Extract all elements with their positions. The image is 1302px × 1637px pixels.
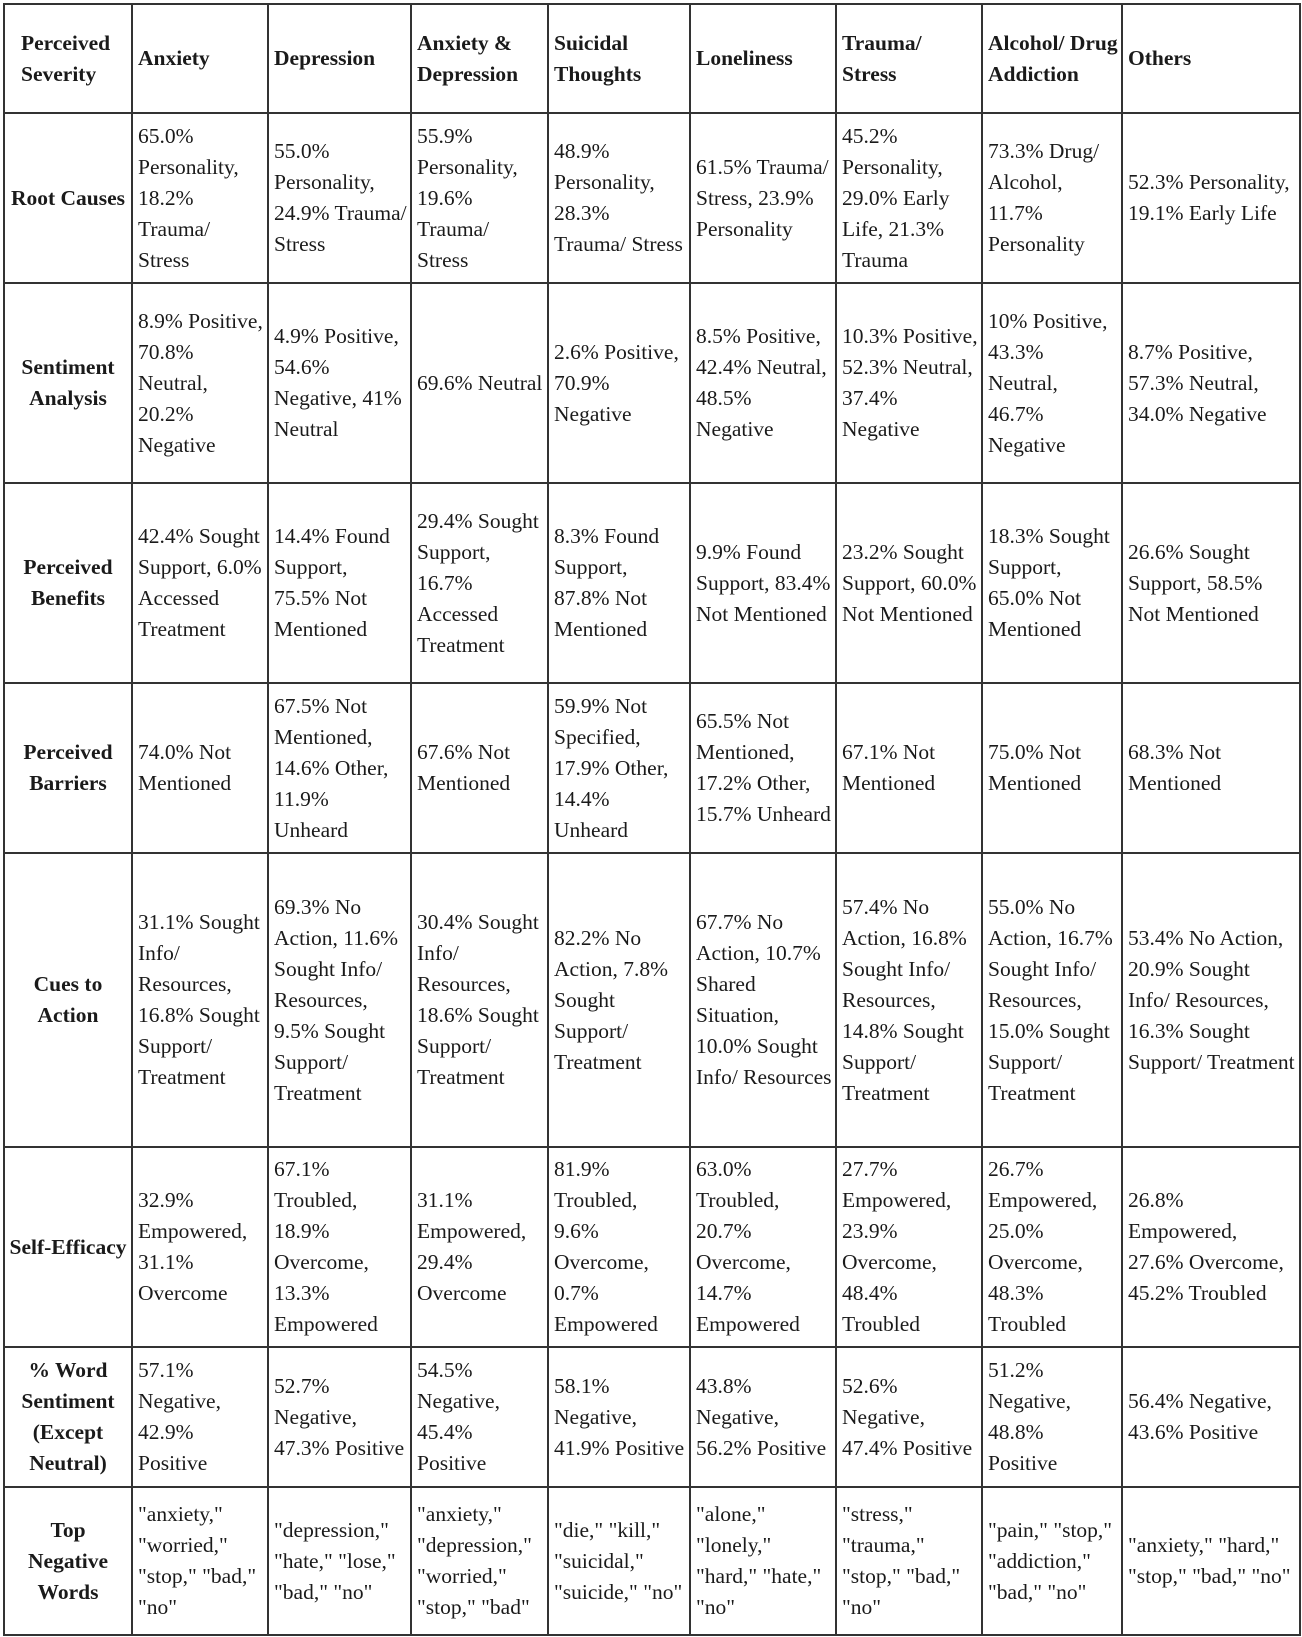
table-cell: 52.6% Negative, 47.4% Positive (836, 1347, 982, 1487)
header-suicidal-thoughts: Suicidal Thoughts (548, 4, 690, 113)
table-cell: 75.0% Not Mentioned (982, 683, 1122, 853)
table-cell: 81.9% Troubled, 9.6% Overcome, 0.7% Empowered (548, 1147, 690, 1347)
table-cell: 27.7% Empowered, 23.9% Overcome, 48.4% Troubled (836, 1147, 982, 1347)
table-cell: 55.0% No Action, 16.7% Sought Info/ Resources, 15.0% Sought Support/ Treatment (982, 853, 1122, 1147)
table-cell: 30.4% Sought Info/ Resources, 18.6% Sought Support/ Treatment (411, 853, 548, 1147)
table-row-cues-to-action (4, 853, 1300, 1147)
table-row-root-causes (4, 113, 1300, 283)
row-label-top-negative-words: Top Negative Words (4, 1487, 132, 1635)
table-cell: 4.9% Positive, 54.6% Negative, 41% Neutral (268, 283, 411, 483)
table-cell: 67.1% Not Mentioned (836, 683, 982, 853)
table-cell: 61.5% Trauma/ Stress, 23.9% Personality (690, 113, 836, 283)
table-cell: 54.5% Negative, 45.4% Positive (411, 1347, 548, 1487)
table-cell: 8.9% Positive, 70.8% Neutral, 20.2% Negative (132, 283, 268, 483)
table-cell: 67.5% Not Mentioned, 14.6% Other, 11.9% Unheard (268, 683, 411, 853)
row-label-perceived-benefits: Perceived Benefits (4, 483, 132, 683)
table-cell: 26.8% Empowered, 27.6% Overcome, 45.2% Troubled (1122, 1147, 1300, 1347)
table-cell: 55.0% Personality, 24.9% Trauma/ Stress (268, 113, 411, 283)
table-cell: 31.1% Empowered, 29.4% Overcome (411, 1147, 548, 1347)
row-label-word-sentiment: % Word Sentiment (Except Neutral) (4, 1347, 132, 1487)
table-cell: 31.1% Sought Info/ Resources, 16.8% Sought Support/ Treatment (132, 853, 268, 1147)
table-cell: 69.6% Neutral (411, 283, 548, 483)
hbm-results-table (3, 3, 1301, 1636)
table-cell: 58.1% Negative, 41.9% Positive (548, 1347, 690, 1487)
table-cell: 67.6% Not Mentioned (411, 683, 548, 853)
row-label-perceived-barriers: Perceived Barriers (4, 683, 132, 853)
table-cell: 26.6% Sought Support, 58.5% Not Mentioned (1122, 483, 1300, 683)
header-others: Others (1122, 4, 1300, 113)
table-cell: "alone," "lonely," "hard," "hate," "no" (690, 1487, 836, 1635)
table-cell: 43.8% Negative, 56.2% Positive (690, 1347, 836, 1487)
table-cell: 2.6% Positive, 70.9% Negative (548, 283, 690, 483)
table-cell: "anxiety," "hard," "stop," "bad," "no" (1122, 1487, 1300, 1635)
table-cell: "stress," "trauma," "stop," "bad," "no" (836, 1487, 982, 1635)
table-cell: 67.1% Troubled, 18.9% Overcome, 13.3% Empowered (268, 1147, 411, 1347)
table-cell: 63.0% Troubled, 20.7% Overcome, 14.7% Empowered (690, 1147, 836, 1347)
table-row-perceived-benefits (4, 483, 1300, 683)
table-cell: 68.3% Not Mentioned (1122, 683, 1300, 853)
table-cell: 65.0% Personality, 18.2% Trauma/ Stress (132, 113, 268, 283)
table-row-sentiment-analysis (4, 283, 1300, 483)
table-cell: 57.4% No Action, 16.8% Sought Info/ Resources, 14.8% Sought Support/ Treatment (836, 853, 982, 1147)
table-cell: 55.9% Personality, 19.6% Trauma/ Stress (411, 113, 548, 283)
table-cell: 53.4% No Action, 20.9% Sought Info/ Resources, 16.3% Sought Support/ Treatment (1122, 853, 1300, 1147)
row-label-cues-to-action: Cues to Action (4, 853, 132, 1147)
table-row-word-sentiment (4, 1347, 1300, 1487)
table-cell: 8.7% Positive, 57.3% Neutral, 34.0% Negative (1122, 283, 1300, 483)
header-anxiety-depression: Anxiety & Depression (411, 4, 548, 113)
header-alcohol-drug-addiction: Alcohol/ Drug Addiction (982, 4, 1122, 113)
table-cell: 32.9% Empowered, 31.1% Overcome (132, 1147, 268, 1347)
table-cell: 8.5% Positive, 42.4% Neutral, 48.5% Negative (690, 283, 836, 483)
row-label-self-efficacy: Self-Efficacy (4, 1147, 132, 1347)
table-cell: 10.3% Positive, 52.3% Neutral, 37.4% Negative (836, 283, 982, 483)
table-cell: 23.2% Sought Support, 60.0% Not Mentioned (836, 483, 982, 683)
table-cell: 52.7% Negative, 47.3% Positive (268, 1347, 411, 1487)
table-cell: 67.7% No Action, 10.7% Shared Situation, 10.0% Sought Info/ Resources (690, 853, 836, 1147)
table-cell: "anxiety," "depression," "worried," "stop," "bad" (411, 1487, 548, 1635)
table-cell: "depression," "hate," "lose," "bad," "no" (268, 1487, 411, 1635)
table-cell: 59.9% Not Specified, 17.9% Other, 14.4% Unheard (548, 683, 690, 853)
table-row-perceived-barriers (4, 683, 1300, 853)
table-cell: 26.7% Empowered, 25.0% Overcome, 48.3% Troubled (982, 1147, 1122, 1347)
table-cell: 29.4% Sought Support, 16.7% Accessed Treatment (411, 483, 548, 683)
table-cell: 8.3% Found Support, 87.8% Not Mentioned (548, 483, 690, 683)
row-label-sentiment-analysis: Sentiment Analysis (4, 283, 132, 483)
header-anxiety: Anxiety (132, 4, 268, 113)
table-cell: 45.2% Personality, 29.0% Early Life, 21.3% Trauma (836, 113, 982, 283)
header-depression: Depression (268, 4, 411, 113)
table-cell: 10% Positive, 43.3% Neutral, 46.7% Negative (982, 283, 1122, 483)
table-cell: 42.4% Sought Support, 6.0% Accessed Treatment (132, 483, 268, 683)
table-cell: 56.4% Negative, 43.6% Positive (1122, 1347, 1300, 1487)
table-cell: 18.3% Sought Support, 65.0% Not Mentioned (982, 483, 1122, 683)
table-cell: 48.9% Personality, 28.3% Trauma/ Stress (548, 113, 690, 283)
header-perceived-severity: Perceived Severity (4, 4, 132, 113)
header-loneliness: Loneliness (690, 4, 836, 113)
table-row-self-efficacy (4, 1147, 1300, 1347)
table-cell: 82.2% No Action, 7.8% Sought Support/ Treatment (548, 853, 690, 1147)
table-cell: "anxiety," "worried," "stop," "bad," "no" (132, 1487, 268, 1635)
header-trauma-stress: Trauma/ Stress (836, 4, 982, 113)
table-cell: 9.9% Found Support, 83.4% Not Mentioned (690, 483, 836, 683)
table-cell: 57.1% Negative, 42.9% Positive (132, 1347, 268, 1487)
table-cell: "die," "kill," "suicidal," "suicide," "no" (548, 1487, 690, 1635)
table-cell: 14.4% Found Support, 75.5% Not Mentioned (268, 483, 411, 683)
table-cell: 74.0% Not Mentioned (132, 683, 268, 853)
row-label-root-causes: Root Causes (4, 113, 132, 283)
table-cell: 73.3% Drug/ Alcohol, 11.7% Personality (982, 113, 1122, 283)
table-cell: 51.2% Negative, 48.8% Positive (982, 1347, 1122, 1487)
table-cell: "pain," "stop," "addiction," "bad," "no" (982, 1487, 1122, 1635)
table-cell: 65.5% Not Mentioned, 17.2% Other, 15.7% Unheard (690, 683, 836, 853)
table-cell: 69.3% No Action, 11.6% Sought Info/ Resources, 9.5% Sought Support/ Treatment (268, 853, 411, 1147)
table-cell: 52.3% Personality, 19.1% Early Life (1122, 113, 1300, 283)
table-row-top-negative-words (4, 1487, 1300, 1635)
header-row (4, 4, 1300, 113)
